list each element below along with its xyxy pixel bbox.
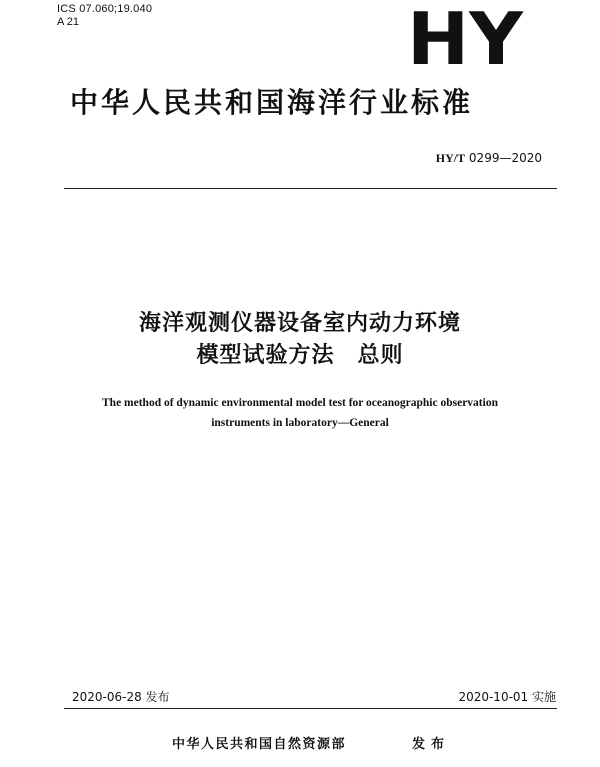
standard-number-prefix: HY/T bbox=[435, 151, 466, 165]
title-en bbox=[0, 393, 600, 433]
publish-word: 发布 bbox=[412, 737, 451, 752]
implement-date: 2020-10-01 实施 bbox=[458, 690, 556, 704]
standard-category: 中华人民共和国海洋行业标准 bbox=[70, 86, 474, 119]
title-cn-line2: 模型试验方法 总则 bbox=[196, 343, 404, 368]
header-rule bbox=[64, 188, 557, 189]
title-en-line2: instruments in laboratory—General bbox=[211, 417, 389, 429]
hy-logo bbox=[406, 6, 524, 68]
title-en-line1: The method of dynamic environmental model test for oceanographic observation bbox=[102, 397, 498, 409]
title-cn-line1: 海洋观测仪器设备室内动力环境 bbox=[138, 311, 461, 336]
standard-number-value: 0299—2020 bbox=[468, 151, 542, 165]
ccs-code: A 21 bbox=[57, 16, 80, 28]
hy-logo-text: HY bbox=[407, 6, 524, 68]
issue-date: 2020-06-28 发布 bbox=[72, 690, 170, 704]
publisher: 中华人民共和国自然资源部 bbox=[172, 737, 347, 752]
footer-rule bbox=[64, 708, 557, 709]
title-cn bbox=[0, 308, 600, 372]
ics-code: ICS 07.060;19.040 bbox=[57, 3, 153, 15]
standard-number bbox=[436, 151, 542, 165]
